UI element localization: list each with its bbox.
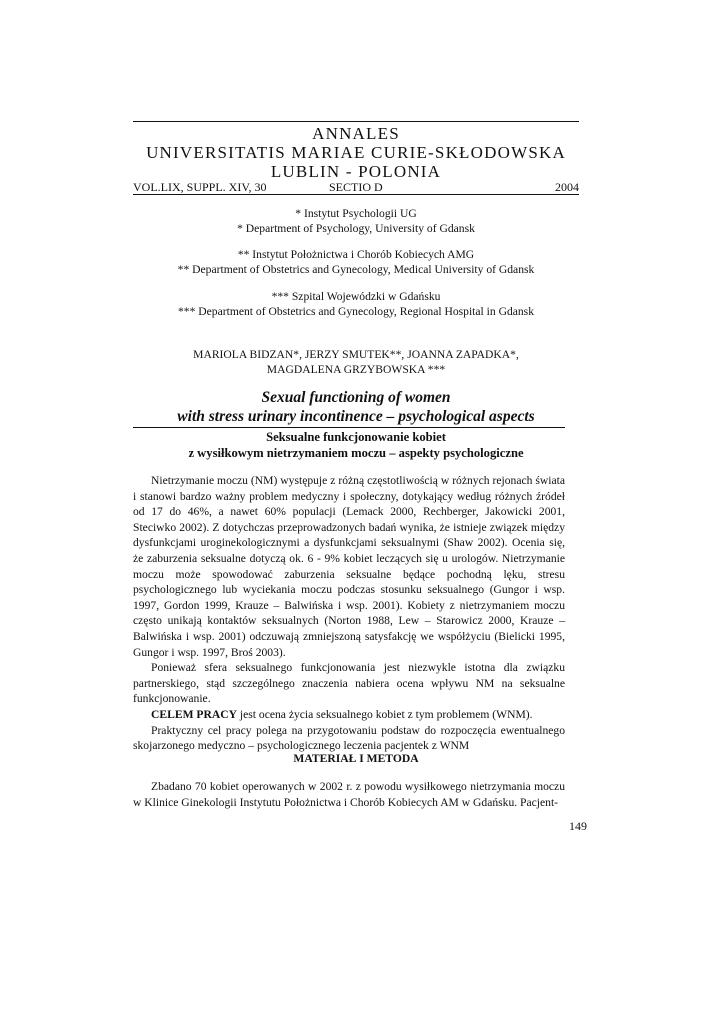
title-pl-line2: z wysiłkowym nietrzymaniem moczu – aspekty psychologiczne <box>188 446 524 460</box>
section-info: SECTIO D <box>329 180 383 194</box>
affiliation-1-en: * Department of Psychology, University of Gdansk <box>237 222 475 235</box>
body-text <box>133 473 565 754</box>
methods-paragraph-1: Zbadano 70 kobiet operowanych w 2002 r. z powodu wysiłkowego nietrzymania moczu w Klinice Ginekologii Instytutu Położnictwa i Chorób Kobiecych AM w Gdańsku. Pacjent- <box>133 780 565 809</box>
volume-rule <box>133 194 579 195</box>
journal-title-line3: LUBLIN - POLONIA <box>270 162 442 181</box>
title-en-line1: Sexual functioning of women <box>261 389 451 406</box>
paragraph-1: Nietrzymanie moczu (NM) występuje z różną częstotliwością w różnych rejonach świata i stanowi bardzo ważny problem medyczny i społeczny, dotykający według różnych źródeł od 17 do 46%, a nawet 60% populacji (Lemack 2000, Rechberger, Jakowicki 2001, Steciwko 2002). Z dotychczas przeprowadzonych badań wynika, że istnieje związek między dysfunkcjami uroginekologicznymi a dysfunkcjami seksualnymi (Shaw 2002). Ocenia się, że zaburzenia seksualne dotyczą ok. 6 - 9% kobiet leczących się u urologów. Nietrzymanie moczu może spowodować zaburzenia seksualne będące pochodną lęku, stresu psychologicznego lub wyciekania moczu podczas stosunku seksualnego (Gungor i wsp. 1997, Gordon 1999, Krauze – Balwińska i wsp. 2001). Kobiety z nietrzymaniem moczu często unikają kontaktów seksualnych (Norton 1988, Lew – Starowicz 2000, Krauze – Balwińska i wsp. 2001) odczuwają zmniejszoną satysfakcję we współżyciu (Bielicki 1995, Gungor i wsp. 1997, Broś 2003). <box>133 474 565 659</box>
affiliation-2-en: ** Department of Obstetrics and Gynecology, Medical University of Gdansk <box>177 263 535 276</box>
aim-text: jest ocena życia seksualnego kobiet z tym problemem (WNM). <box>237 707 533 721</box>
paragraph-2: Ponieważ sfera seksualnego funkcjonowania jest niezwykle istotna dla związku partnerskiego, stąd szczególnego znaczenia nabiera ocena wpływu NM na seksualne funkcjonowanie. <box>133 661 565 706</box>
affiliation-3-en: *** Department of Obstetrics and Gynecology, Regional Hospital in Gdansk <box>177 305 534 318</box>
title-en-line2: with stress urinary incontinence – psychological aspects <box>177 408 535 425</box>
article-title-en <box>133 388 579 426</box>
title-rule <box>133 427 565 428</box>
year-info: 2004 <box>555 180 579 194</box>
affiliation-2-pl: ** Instytut Położnictwa i Chorób Kobiecych AMG <box>237 248 475 261</box>
volume-row <box>133 180 579 194</box>
authors-line2: MAGDALENA GRZYBOWSKA *** <box>266 363 446 376</box>
aim-label: CELEM PRACY <box>151 707 237 721</box>
journal-title-line1: ANNALES <box>312 124 400 143</box>
paragraph-4: Praktyczny cel pracy polega na przygotowaniu podstaw do rozpoczęcia ewentualnego skojarzonego medyczno – psychologicznego leczenia pacjentek z WNM <box>133 723 565 753</box>
article-title-pl <box>133 429 579 461</box>
authors-line1: MARIOLA BIDZAN*, JERZY SMUTEK**, JOANNA ZAPADKA*, <box>193 348 519 361</box>
journal-title-line2: UNIVERSITATIS MARIAE CURIE-SKŁODOWSKA <box>146 143 566 162</box>
paragraph-3 <box>133 707 565 723</box>
page-number: 149 <box>569 819 587 833</box>
affiliation-1-pl: * Instytut Psychologii UG <box>295 207 417 220</box>
author-list <box>133 347 579 377</box>
title-pl-line1: Seksualne funkcjonowanie kobiet <box>266 430 446 444</box>
body-text-methods <box>133 779 565 810</box>
section-heading: MATERIAŁ I METODA <box>293 752 419 765</box>
affiliation-3-pl: *** Szpital Wojewódzki w Gdańsku <box>271 290 441 303</box>
header-top-rule <box>133 121 579 122</box>
volume-info: VOL.LIX, SUPPL. XIV, 30 <box>133 180 267 194</box>
